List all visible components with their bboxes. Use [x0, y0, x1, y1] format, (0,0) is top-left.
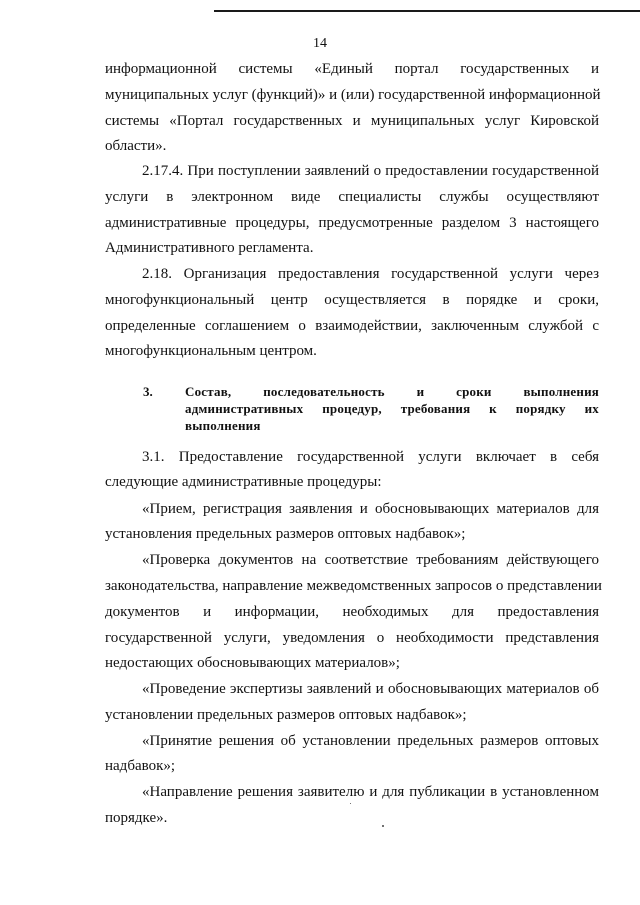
paragraph-line: многофункциональный центр осуществляется в порядке и сроки, [105, 292, 599, 308]
procedure-line: государственной услуги, уведомления о необходимости представления [105, 630, 599, 646]
scan-speck [382, 825, 384, 827]
procedure-line: «Прием, регистрация заявления и обосновывающих материалов для [142, 501, 599, 517]
paragraph-line: определенные соглашением о взаимодействии, заключенным службой с [105, 318, 599, 334]
paragraph-line: системы «Портал государственных и муниципальных услуг Кировской [105, 113, 599, 129]
paragraph-line: 2.17.4. При поступлении заявлений о предоставлении государственной [142, 163, 599, 179]
paragraph-line: 2.18. Организация предоставления государственной услуги через [142, 266, 599, 282]
scan-speck [350, 803, 351, 804]
procedure-line: «Направление решения заявителю и для публикации в установленном [142, 784, 599, 800]
section-title-line: административных процедур, требования к порядку их [185, 401, 599, 416]
procedure-line: «Проведение экспертизы заявлений и обосновывающих материалов об [142, 681, 599, 697]
procedure-line: недостающих обосновывающих материалов»; [105, 655, 400, 671]
procedure-line: «Проверка документов на соответствие требованиям действующего [142, 552, 599, 568]
procedure-line: законодательства, направление межведомственных запросов о представлении [105, 578, 602, 594]
paragraph-line: административные процедуры, предусмотренные разделом 3 настоящего [105, 215, 599, 231]
procedure-line: «Принятие решения об установлении предельных размеров оптовых [142, 733, 599, 749]
procedure-line: документов и информации, необходимых для предоставления [105, 604, 599, 620]
procedure-line: установлении предельных размеров оптовых надбавок»; [105, 707, 467, 723]
section-title-line: выполнения [185, 418, 261, 433]
section-title-line: Состав, последовательность и сроки выполнения [185, 384, 599, 399]
paragraph-line: 3.1. Предоставление государственной услуги включает в себя [142, 449, 599, 465]
paragraph-line: муниципальных услуг (функций)» и (или) государственной информационной [105, 87, 601, 103]
procedure-line: надбавок»; [105, 758, 176, 774]
section-number: 3. [143, 384, 153, 399]
paragraph-line: информационной системы «Единый портал государственных и [105, 61, 599, 77]
procedure-line: порядке». [105, 810, 168, 826]
paragraph-line: услуги в электронном виде специалисты службы осуществляют [105, 189, 599, 205]
paragraph-line: многофункциональным центром. [105, 343, 317, 359]
top-scan-rule [214, 10, 640, 12]
paragraph-line: области». [105, 138, 167, 154]
page-number: 14 [313, 36, 327, 51]
paragraph-line: следующие административные процедуры: [105, 474, 382, 490]
procedure-line: установления предельных размеров оптовых надбавок»; [105, 526, 466, 542]
paragraph-line: Административного регламента. [105, 240, 314, 256]
